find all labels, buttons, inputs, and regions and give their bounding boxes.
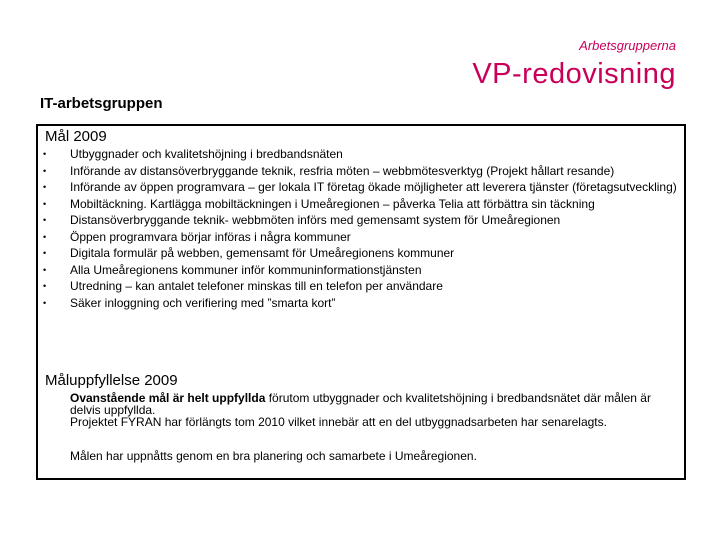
goals-heading: Mål 2009 [45,128,107,145]
list-item-text: Distansöverbryggande teknik- webbmöten införs med gemensamt system för Umeåregionen [70,213,561,227]
fulfilment-line3: Målen har uppnåtts genom en bra planering och samarbete i Umeåregionen. [70,449,477,463]
list-item [43,180,680,194]
list-item [43,163,680,178]
content-box [36,124,686,480]
fulfilment-text [70,392,680,462]
list-item-text: Säker inloggning och verifiering med ”smarta kort” [70,295,336,310]
group-title: IT-arbetsgruppen [40,95,163,112]
bullet: • [43,281,47,291]
bullet: • [43,231,47,242]
list-item-text: Införande av distansöverbryggande teknik, resfria möten – webbmötesverktyg (Projekt hållart resande) [70,163,615,178]
bullet: • [43,215,47,225]
bullet: • [43,165,47,176]
goals-list [43,147,680,313]
list-item-text: Alla Umeåregionens kommuner inför kommuninformationstjänsten [70,262,422,277]
bullet: • [43,264,47,275]
list-item [43,229,680,244]
list-item [43,279,680,293]
list-item-text: Utredning – kan antalet telefoner minskas till en telefon per användare [70,279,443,293]
list-item-text: Utbyggnader och kvalitetshöjning i bredbandsnäten [70,147,343,161]
list-item [43,262,680,277]
list-item [43,213,680,227]
list-item-text: Mobiltäckning. Kartlägga mobiltäckningen i Umeåregionen – påverka Telia att förbättra sin täckning [70,196,595,211]
list-item-text: Digitala formulär på webben, gemensamt för Umeåregionens kommuner [70,246,455,260]
fulfilment-bold-lead: Ovanstående mål är helt uppfyllda [70,391,266,405]
fulfilment-line2: Projektet FYRAN har förlängts tom 2010 vilket innebär att en del utbyggnadsarbeten har senarelagts. [70,415,607,429]
fulfilment-heading: Måluppfyllelse 2009 [45,372,178,389]
fulfilment-paragraph [70,392,680,416]
fulfilment-line1: förutom utbyggnader och kvalitetshöjning i bredbandsnätet där målen är delvis uppfyllda. [70,391,651,417]
section-label: Arbetsgrupperna [579,38,676,53]
bullet: • [43,149,47,159]
bullet: • [43,297,47,308]
list-item [43,246,680,260]
list-item [43,295,680,310]
bullet: • [43,248,47,258]
list-item-text: Öppen programvara börjar införas i några kommuner [70,229,351,244]
page-title: VP-redovisning [472,58,676,90]
list-item [43,147,680,161]
bullet: • [43,198,47,209]
bullet: • [43,182,47,192]
list-item-text: Införande av öppen programvara – ger lokala IT företag ökade möjligheter att leverera tjänster (företagsutveckling) [70,180,677,194]
list-item [43,196,680,211]
